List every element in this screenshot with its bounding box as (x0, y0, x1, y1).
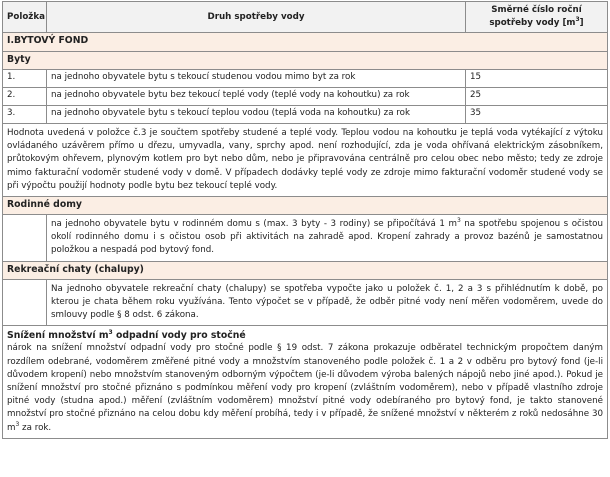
snizeni-title-pre: Snížení množství m (7, 330, 109, 342)
row-item: 2. (3, 88, 47, 106)
header-type: Druh spotřeby vody (47, 2, 466, 33)
header-value-line2: spotřeby vody [m (489, 18, 576, 28)
snizeni-title-post: odpadní vody pro stočné (112, 330, 246, 342)
byty-note-row (3, 124, 608, 197)
header-value-line1: Směrné číslo roční (491, 5, 582, 15)
snizeni-text-post: za rok. (19, 422, 52, 433)
table-row (3, 88, 608, 106)
rodinne-domy-text-post: na spotřebu spojenou s očistou okolí rodinného domu i s očistou osob při aktivitách na zahradě apod. Kropení zahrady a provoz bazénů je samostatnou položkou a nespadá pod bytový fond. (51, 219, 603, 256)
byty-note: Hodnota uvedená v položce č.3 je součtem spotřeby studené a teplé vody. Teplou vodou na kohoutku je teplá voda vytékající z výtoku ovládaného uzávěrem přímo u dřezu, umyvadla, vany, sprchy apod. není rozhodující, zda je voda ohřívaná elektrickým zásobníkem, průtokovým ohřevem, plynovým kotlem pro byt nebo dům, nebo je připravována centrálně pro celou obec nebo město; tedy ze zdroje mimo fakturační vodoměr studené vody v domě. V případech dodávky teplé vody ze zdroje mimo fakturační vodoměr studené vody se při výpočtu použijí hodnoty podle bytu bez tekoucí teplé vody. (3, 124, 608, 197)
row-desc: na jednoho obyvatele bytu s tekoucí teplou vodou (teplá voda na kohoutku) za rok (47, 106, 466, 124)
section-row (3, 33, 608, 52)
rodinne-domy-text (47, 215, 608, 262)
byty-title: Byty (3, 52, 608, 70)
header-value-sup: 3 (575, 16, 580, 23)
header-value (466, 2, 608, 33)
rodinne-domy-heading-row (3, 197, 608, 215)
rekreacni-chaty-heading-row (3, 261, 608, 279)
header-row (3, 2, 608, 33)
row-desc: na jednoho obyvatele bytu s tekoucí studenou vodou mimo byt za rok (47, 70, 466, 88)
row-value: 15 (466, 70, 608, 88)
empty-cell (3, 215, 47, 262)
document-table-wrapper (2, 1, 607, 439)
rekreacni-chaty-title: Rekreační chaty (chalupy) (3, 261, 608, 279)
byty-heading-row (3, 52, 608, 70)
rodinne-domy-sup: 3 (456, 217, 461, 225)
row-value: 25 (466, 88, 608, 106)
snizeni-row (3, 326, 608, 439)
header-item: Položka (3, 2, 47, 33)
snizeni-title (7, 329, 603, 342)
snizeni-title-sup: 3 (108, 329, 113, 337)
rodinne-domy-row (3, 215, 608, 262)
table-row (3, 106, 608, 124)
rodinne-domy-text-pre: na jednoho obyvatele bytu v rodinném domu s (max. 3 byty - 3 rodiny) se připočítává 1 m (51, 219, 457, 230)
rekreacni-chaty-row (3, 279, 608, 326)
table-row (3, 70, 608, 88)
row-item: 1. (3, 70, 47, 88)
row-item: 3. (3, 106, 47, 124)
water-consumption-table (2, 1, 608, 439)
header-value-close: ] (579, 18, 584, 28)
empty-cell (3, 279, 47, 326)
rekreacni-chaty-text: Na jednoho obyvatele rekreační chaty (chalupy) se spotřeba vypočte jako u položek č. 1, 2 a 3 s přihlédnutím k době, po kterou je chata během roku využívána. Tento výpočet se v případě, že odběr pitné vody není měřen vodoměrem, uvede do smlouvy podle § 8 odst. 6 zákona. (47, 279, 608, 326)
row-desc: na jednoho obyvatele bytu bez tekoucí teplé vody (teplé vody na kohoutku) za rok (47, 88, 466, 106)
row-value: 35 (466, 106, 608, 124)
section-title: I.BYTOVÝ FOND (3, 33, 608, 52)
snizeni-cell (3, 326, 608, 439)
snizeni-text-sup: 3 (15, 420, 20, 428)
rodinne-domy-title: Rodinné domy (3, 197, 608, 215)
snizeni-text-pre: nárok na snížení množství odpadní vody pro stočné podle § 19 odst. 7 zákona prokazuje odběratel technickým propočtem daným rozdílem odebrané, vodoměrem změřené pitné vody a množstvím stanoveného podle položek č. 1 a 2 v odběru pro bytový fond (je-li důvodem kropení) nebo množstvím stanoveným odborným výpočtem (je-li důvodem výroba balených nápojů nebo jiné apod.). Pokud je snížení množství pro stočné přiznáno s podmínkou měření vody pro kropení (zvláštním vodoměrem), nebo v případě vlastního zdroje pitné vody (studna apod.) měření (zvláštním vodoměrem) množství pitné vody odebíraného pro bytový fond, je takto stanovené množství pro stočné přiznáno na celou dobu kdy měření probíhá, tedy i v případě, že snížené množství v některém z roků nedosáhne 30 m (7, 343, 603, 433)
